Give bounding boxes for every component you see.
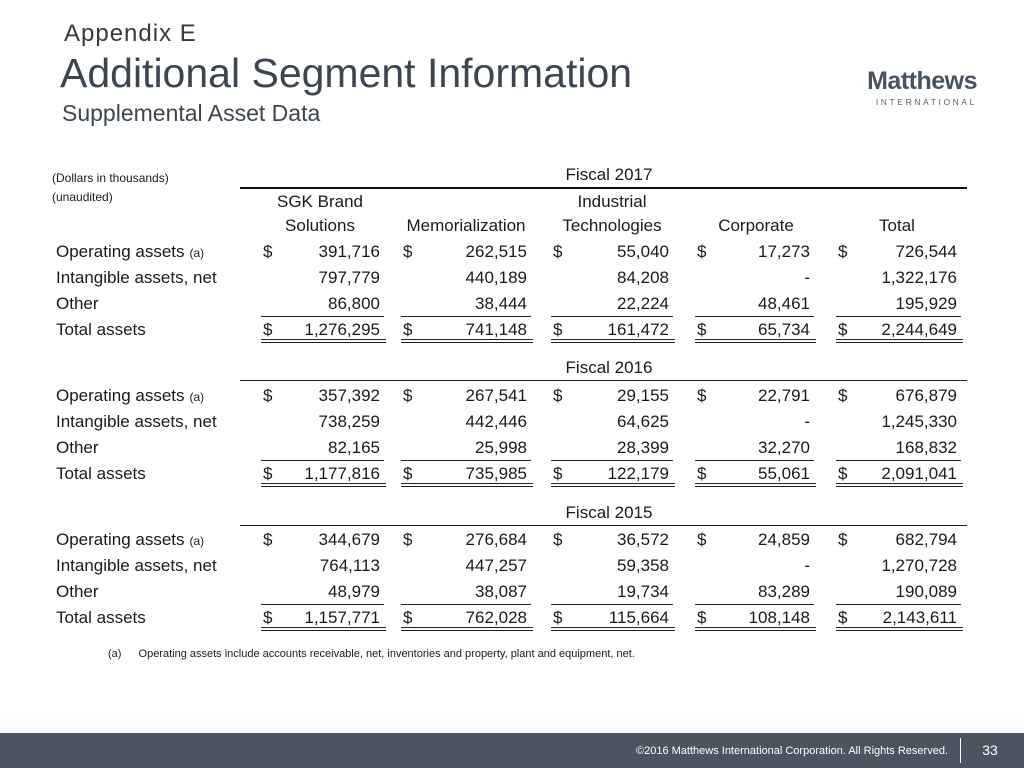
subtotal-underline (551, 460, 673, 461)
row-label-text: Operating assets (56, 386, 185, 405)
column-header-line2: Memorialization (406, 216, 526, 235)
table-cell-value: 38,444 (475, 294, 527, 313)
table-cell-value: 161,472 (607, 320, 669, 339)
total-double-underline (836, 339, 963, 343)
fiscal-year-header: Fiscal 2015 (565, 503, 653, 522)
table-cell-value: 32,270 (758, 438, 810, 457)
table-cell-value: - (804, 268, 810, 287)
subtotal-underline (695, 316, 814, 317)
dollar-sign: $ (697, 386, 707, 405)
row-label (56, 608, 146, 628)
row-label (56, 242, 204, 262)
subtotal-underline (551, 316, 673, 317)
row-label-text: Intangible assets, net (56, 556, 217, 575)
row-label-text: Other (56, 582, 99, 601)
dollar-sign: $ (263, 608, 273, 627)
table-cell-value: 24,859 (758, 530, 810, 549)
table-cell-value: 55,040 (617, 242, 669, 261)
section-rule (240, 187, 967, 189)
footer-bar (0, 733, 1024, 768)
total-double-underline (551, 627, 675, 631)
dollar-sign: $ (403, 320, 413, 339)
row-label-text: Other (56, 438, 99, 457)
table-cell-value: 38,087 (475, 582, 527, 601)
dollar-sign: $ (263, 242, 273, 261)
table-cell-value: 726,544 (895, 242, 957, 261)
company-logo (852, 67, 977, 107)
total-double-underline (695, 627, 816, 631)
dollar-sign: $ (553, 386, 563, 405)
column-header-line2: Technologies (562, 216, 662, 235)
subtotal-underline (836, 604, 961, 605)
table-cell-value: 122,179 (607, 464, 669, 483)
total-double-underline (261, 339, 386, 343)
fiscal-year-header: Fiscal 2016 (565, 358, 653, 377)
total-double-underline (836, 627, 963, 631)
dollar-sign: $ (697, 530, 707, 549)
table-cell-value: 190,089 (895, 582, 957, 601)
dollar-sign: $ (553, 464, 563, 483)
table-cell-value: 64,625 (617, 412, 669, 431)
unaudited-note: (unaudited) (52, 190, 113, 204)
dollar-sign: $ (697, 464, 707, 483)
dollar-sign: $ (838, 464, 848, 483)
page-number: 33 (982, 742, 998, 758)
footer-divider (960, 738, 961, 763)
table-cell-value: 29,155 (617, 386, 669, 405)
row-label-text: Other (56, 294, 99, 313)
table-cell-value: 262,515 (465, 242, 527, 261)
table-cell-value: 28,399 (617, 438, 669, 457)
subtotal-underline (836, 316, 961, 317)
total-double-underline (401, 627, 533, 631)
dollar-sign: $ (263, 386, 273, 405)
section-rule (240, 525, 967, 526)
table-cell-value: 735,985 (465, 464, 527, 483)
table-cell-value: 55,061 (758, 464, 810, 483)
table-cell-value: 83,289 (758, 582, 810, 601)
row-label (56, 530, 204, 550)
dollar-sign: $ (263, 320, 273, 339)
table-cell-value: 59,358 (617, 556, 669, 575)
row-label-text: Operating assets (56, 242, 185, 261)
subtotal-underline (836, 460, 961, 461)
row-label-text: Total assets (56, 464, 146, 483)
row-label (56, 582, 99, 602)
table-cell-value: 2,143,611 (882, 608, 957, 627)
dollar-sign: $ (263, 464, 273, 483)
table-cell-value: 1,245,330 (881, 412, 957, 431)
table-cell-value: 267,541 (465, 386, 527, 405)
dollars-note: (Dollars in thousands) (52, 171, 169, 185)
row-label-text: Total assets (56, 608, 146, 627)
copyright-text: ©2016 Matthews International Corporation. All Rights Reserved. (636, 745, 948, 757)
table-cell-value: 797,779 (318, 268, 380, 287)
table-cell-value: 447,257 (465, 556, 527, 575)
table-cell-value: 1,322,176 (881, 268, 957, 287)
dollar-sign: $ (263, 530, 273, 549)
dollar-sign: $ (697, 320, 707, 339)
table-cell-value: 2,244,649 (881, 320, 957, 339)
total-double-underline (551, 339, 675, 343)
table-cell-value: 762,028 (465, 608, 527, 627)
table-cell-value: 168,832 (895, 438, 957, 457)
table-cell-value: 1,270,728 (881, 556, 957, 575)
section-rule (240, 380, 967, 381)
column-header-line1: Industrial (577, 192, 647, 211)
table-cell-value: 48,461 (758, 294, 810, 313)
table-cell-value: 391,716 (318, 242, 380, 261)
table-cell-value: 65,734 (758, 320, 810, 339)
page-title: Additional Segment Information (60, 50, 633, 96)
table-cell-value: 442,446 (465, 412, 527, 431)
total-double-underline (695, 483, 816, 487)
row-label-text: Total assets (56, 320, 146, 339)
table-cell-value: 344,679 (318, 530, 380, 549)
dollar-sign: $ (838, 242, 848, 261)
table-cell-value: 48,979 (328, 582, 380, 601)
total-double-underline (401, 339, 533, 343)
table-cell-value: 357,392 (318, 386, 380, 405)
logo-tagline: INTERNATIONAL (875, 97, 977, 107)
row-label (56, 268, 217, 288)
footnote-text: Operating assets include accounts receivable, net, inventories and property, plant and equipment, net. (138, 648, 635, 660)
row-label-text: Intangible assets, net (56, 268, 217, 287)
page-subtitle: Supplemental Asset Data (62, 100, 321, 126)
total-double-underline (836, 483, 963, 487)
dollar-sign: $ (553, 242, 563, 261)
table-cell-value: 108,148 (748, 608, 810, 627)
table-cell-value: 19,734 (617, 582, 669, 601)
logo-wordmark: Matthews (867, 67, 977, 95)
row-label (56, 320, 146, 340)
table-cell-value: 25,998 (475, 438, 527, 457)
row-label (56, 294, 99, 314)
subtotal-underline (261, 460, 384, 461)
fiscal-year-header: Fiscal 2017 (565, 165, 653, 184)
table-cell-value: 682,794 (895, 530, 957, 549)
subtotal-underline (695, 460, 814, 461)
table-cell-value: 17,273 (758, 242, 810, 261)
dollar-sign: $ (838, 608, 848, 627)
subtotal-underline (401, 460, 531, 461)
dollar-sign: $ (403, 464, 413, 483)
subtotal-underline (261, 316, 384, 317)
subtotal-underline (261, 604, 384, 605)
footnote-key: (a) (108, 648, 122, 660)
table-cell-value: 195,929 (895, 294, 957, 313)
row-label-note: (a) (189, 390, 205, 404)
row-label-text: Operating assets (56, 530, 185, 549)
row-label-text: Intangible assets, net (56, 412, 217, 431)
dollar-sign: $ (697, 608, 707, 627)
table-cell-value: 84,208 (617, 268, 669, 287)
row-label (56, 464, 146, 484)
row-label (56, 412, 217, 432)
dollar-sign: $ (403, 242, 413, 261)
dollar-sign: $ (838, 386, 848, 405)
dollar-sign: $ (838, 530, 848, 549)
row-label-note: (a) (189, 246, 205, 260)
table-cell-value: 115,664 (608, 608, 669, 627)
total-double-underline (551, 483, 675, 487)
subtotal-underline (401, 604, 531, 605)
row-label (56, 386, 204, 406)
table-cell-value: 276,684 (465, 530, 527, 549)
table-cell-value: 86,800 (328, 294, 380, 313)
row-label-note: (a) (189, 534, 205, 548)
subtotal-underline (401, 316, 531, 317)
subtotal-underline (695, 604, 814, 605)
table-cell-value: 82,165 (328, 438, 380, 457)
table-cell-value: 22,791 (758, 386, 810, 405)
subtotal-underline (551, 604, 673, 605)
column-header-line2: Total (879, 216, 915, 235)
table-cell-value: 440,189 (465, 268, 527, 287)
table-cell-value: 738,259 (318, 412, 380, 431)
table-cell-value: 1,276,295 (304, 320, 380, 339)
dollar-sign: $ (697, 242, 707, 261)
column-header-line1: SGK Brand (277, 192, 363, 211)
table-cell-value: - (804, 412, 810, 431)
dollar-sign: $ (403, 386, 413, 405)
footnote (108, 648, 635, 660)
table-cell-value: 764,113 (319, 556, 380, 575)
table-cell-value: 676,879 (895, 386, 957, 405)
table-cell-value: 36,572 (617, 530, 669, 549)
total-double-underline (695, 339, 816, 343)
total-double-underline (401, 483, 533, 487)
dollar-sign: $ (838, 320, 848, 339)
dollar-sign: $ (553, 608, 563, 627)
column-header-line2: Solutions (285, 216, 355, 235)
table-cell-value: 1,157,771 (304, 608, 380, 627)
appendix-label: Appendix E (64, 20, 197, 47)
table-cell-value: - (804, 556, 810, 575)
table-cell-value: 741,148 (465, 320, 527, 339)
dollar-sign: $ (403, 608, 413, 627)
table-cell-value: 1,177,816 (304, 464, 380, 483)
dollar-sign: $ (403, 530, 413, 549)
dollar-sign: $ (553, 530, 563, 549)
dollar-sign: $ (553, 320, 563, 339)
total-double-underline (261, 627, 386, 631)
row-label (56, 438, 99, 458)
total-double-underline (261, 483, 386, 487)
row-label (56, 556, 217, 576)
table-cell-value: 22,224 (617, 294, 669, 313)
column-header-line2: Corporate (718, 216, 794, 235)
table-cell-value: 2,091,041 (881, 464, 957, 483)
